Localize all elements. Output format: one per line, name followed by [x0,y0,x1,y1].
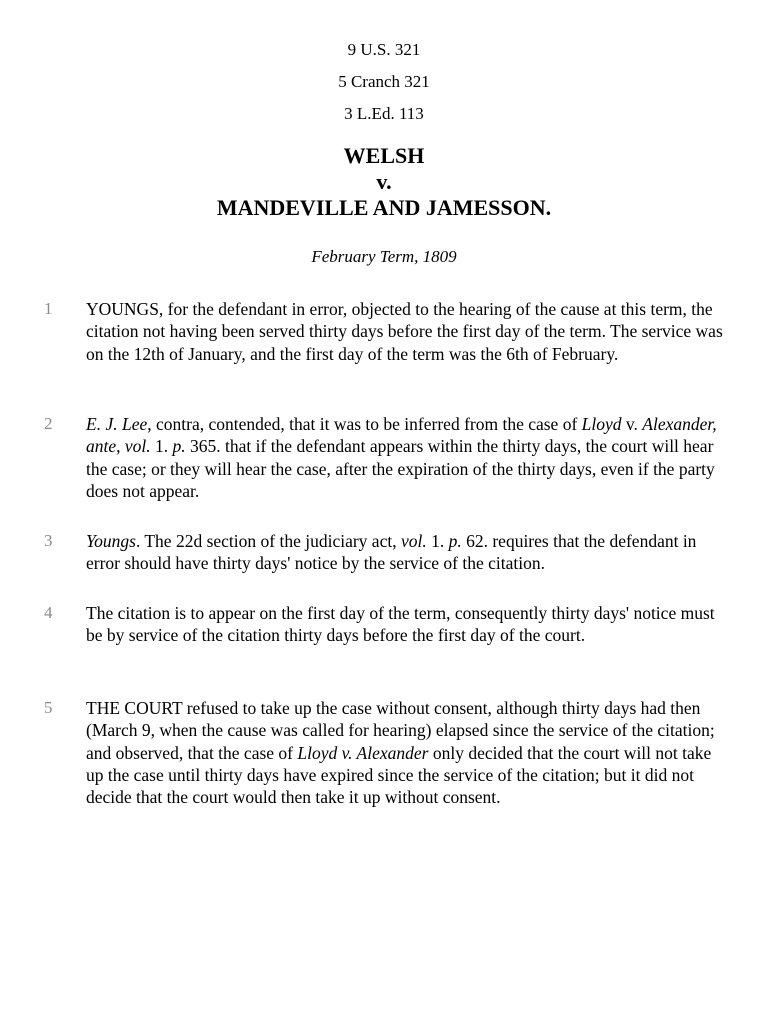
paragraph-3 [86,530,726,575]
party-name-italic: Youngs [86,531,136,551]
paragraph-number: 5 [44,698,53,717]
case-name-italic: Lloyd [581,414,622,434]
citation-cranch: 5 Cranch 321 [338,72,430,91]
paragraph-text: YOUNGS, for the defendant in error, objected to the hearing of the cause at this term, the citation not having been served thirty days before the first day of the term. The service was on the 12th of January, and the first day of the term was the 6th of February. [86,299,723,364]
paragraph-2 [86,413,726,502]
case-name-italic: Lloyd v. Alexander [297,742,429,763]
paragraph-number: 4 [44,603,53,622]
paragraph-text: 365. that if the defendant appears within the thirty days, the court will hear the case; or they will hear the case, after the expiration of the thirty days, even if the party does not appear. [86,436,715,501]
paragraph-text: 1. [150,436,173,457]
paragraph-number: 3 [44,531,53,550]
paragraph-text: only decided that the court will not take up the case until thirty days have expired since the service of the citation; but it did not decide that the court would then take it up without consent. [86,742,712,808]
citation-lawyers-edition: 3 L.Ed. 113 [344,104,424,123]
paragraph-text: THE COURT refused to take up the case without consent, although thirty days had then (March 9, when the cause was called for hearing) elapsed since the service of the citation; and observed, that the case of [86,698,715,763]
paragraph-number: 2 [44,414,53,433]
paragraph-1 [86,298,726,365]
paragraph-text: The citation is to appear on the first day of the term, consequently thirty days' notice must be by service of the citation thirty days before the first day of the court. [86,603,715,646]
court-term: February Term, 1809 [311,247,457,266]
case-title [0,143,768,221]
case-title-plaintiff: WELSH [343,143,425,168]
case-title-defendants: MANDEVILLE AND JAMESSON. [216,195,552,220]
paragraph-5 [86,697,726,808]
page-abbrev-italic: p. [448,531,462,551]
case-title-versus: v. [376,169,392,194]
case-name-italic: Alexander, ante, vol. [86,414,717,457]
paragraph-text: v. [621,414,643,434]
paragraph-text: . The 22d section of the judiciary act, [135,531,401,551]
page-abbrev-italic: p. [172,436,186,457]
citation-block [0,34,768,130]
volume-abbrev-italic: vol. [400,531,427,551]
paragraph-number: 1 [44,299,53,318]
citation-us-reports: 9 U.S. 321 [347,40,421,59]
paragraph-text: 1. [426,531,449,551]
paragraph-4 [86,602,726,647]
paragraph-text: , contra, contended, that it was to be inferred from the case of [147,414,582,434]
paragraph-text: 62. requires that the defendant in error should have thirty days' notice by the service of the citation. [86,531,697,574]
party-name-italic: E. J. Lee [86,414,148,434]
